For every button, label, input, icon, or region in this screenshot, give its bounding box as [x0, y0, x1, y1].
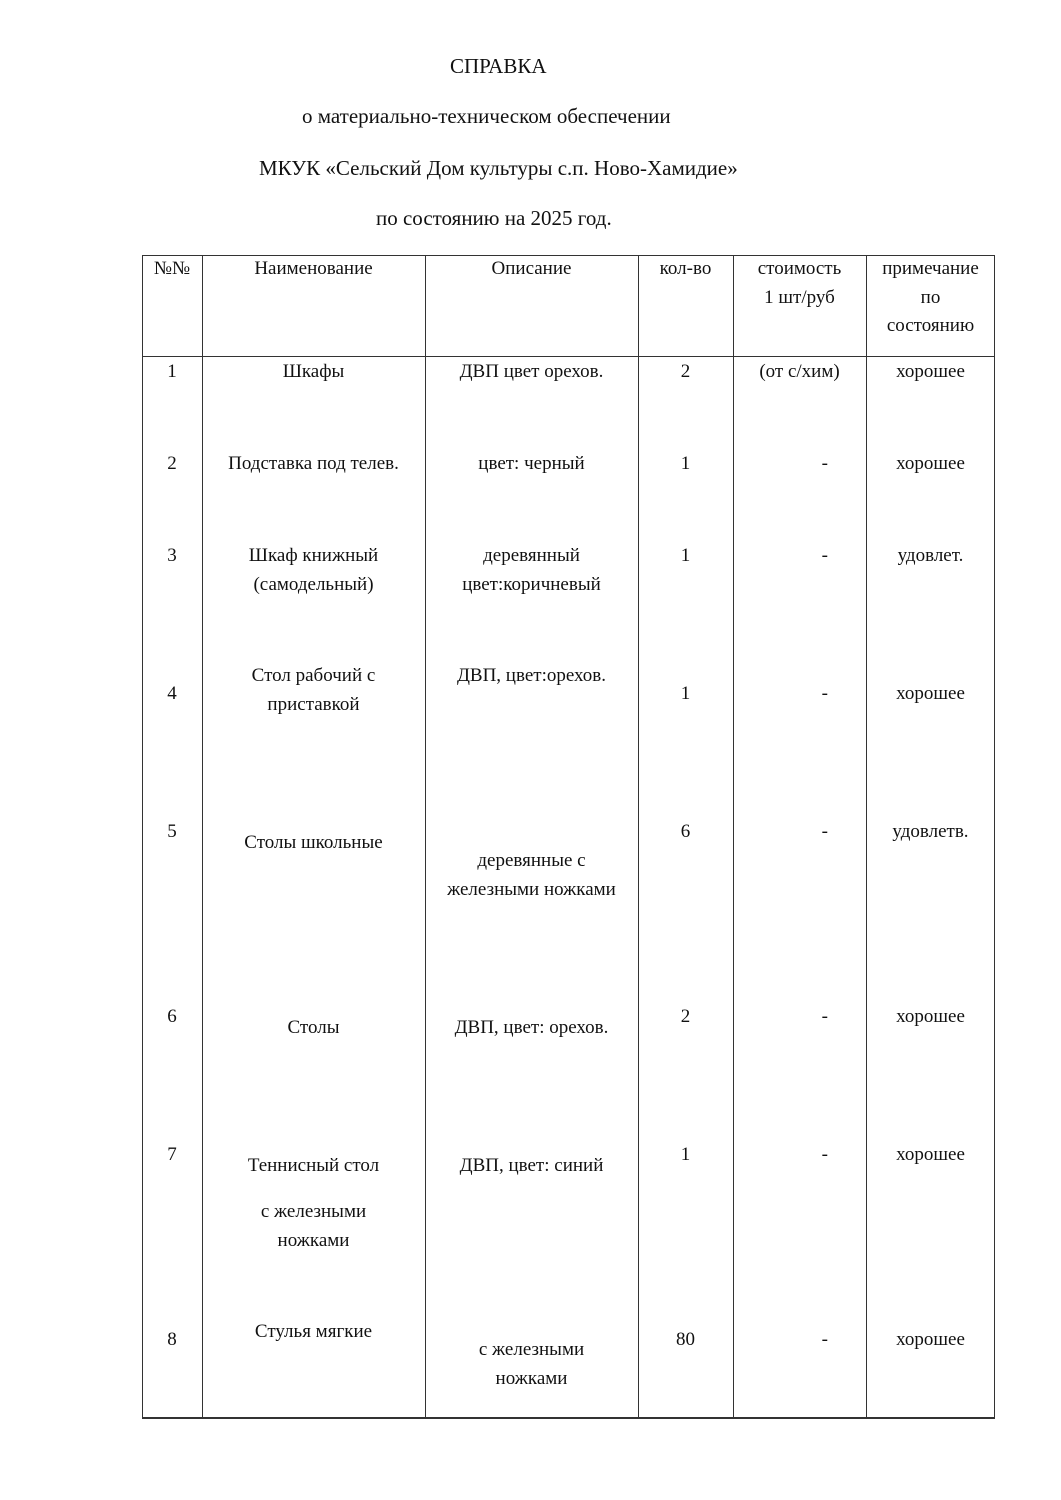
row-description: деревянный	[483, 545, 580, 566]
row-cost-value: -	[821, 545, 828, 566]
row-cost-value: -	[821, 453, 828, 474]
document-subtitle: о материально-техническом обеспечении	[302, 104, 671, 128]
row-quantity: 2	[680, 361, 691, 382]
row-condition: хорошее	[896, 1329, 965, 1350]
document-date: по состоянию на 2025 год.	[376, 206, 612, 230]
row-cost-value: -	[821, 1144, 828, 1165]
header-cost: 1 шт/руб	[764, 287, 835, 308]
row-number: 5	[167, 821, 177, 842]
row-description: деревянные с	[477, 850, 586, 871]
row-number: 6	[167, 1006, 177, 1027]
row-name: приставкой	[267, 694, 360, 715]
header-description: Описание	[491, 258, 572, 279]
row-description: цвет:коричневый	[462, 574, 601, 595]
row-number: 3	[167, 545, 177, 566]
row-description: железными ножками	[447, 879, 616, 900]
row-quantity: 2	[680, 1006, 691, 1027]
row-quantity: 1	[680, 545, 691, 566]
row-name: Стол рабочий с	[251, 665, 376, 686]
table-border	[142, 1417, 995, 1419]
row-cost	[733, 817, 866, 846]
row-description: ножками	[495, 1368, 568, 1389]
row-cost-value: -	[821, 1329, 828, 1350]
row-name: (самодельный)	[253, 574, 374, 595]
row-description: ДВП, цвет:орехов.	[456, 665, 607, 686]
row-name: Столы	[287, 1017, 340, 1038]
header-name: Наименование	[254, 258, 373, 279]
header-number: №№	[153, 258, 191, 279]
header-note: по	[920, 287, 941, 308]
row-cost-value: -	[821, 683, 828, 704]
header-quantity: кол-во	[659, 258, 712, 279]
row-description: ДВП, цвет: орехов.	[454, 1017, 609, 1038]
row-cost	[733, 1002, 866, 1031]
row-name: Столы школьные	[244, 832, 383, 853]
row-cost	[733, 541, 866, 570]
row-number: 7	[167, 1144, 177, 1165]
row-name: Теннисный стол	[247, 1155, 380, 1176]
header-note: состоянию	[886, 315, 975, 336]
row-name: ножками	[277, 1230, 350, 1251]
row-quantity: 1	[680, 683, 691, 704]
row-quantity: 1	[680, 1144, 691, 1165]
equipment-table	[142, 255, 995, 1418]
row-quantity: 1	[680, 453, 691, 474]
organization-name: МКУК «Сельский Дом культуры с.п. Ново-Хамидие»	[259, 156, 738, 180]
row-condition: хорошее	[896, 1144, 965, 1165]
row-number: 2	[167, 453, 177, 474]
row-description: ДВП, цвет: синий	[459, 1155, 604, 1176]
row-description: цвет: черный	[478, 453, 585, 474]
document-title: СПРАВКА	[450, 54, 547, 78]
row-cost-value: -	[821, 821, 828, 842]
row-condition: удовлет.	[897, 545, 964, 566]
row-quantity: 80	[676, 1329, 695, 1350]
header-note: примечание	[882, 258, 979, 279]
row-name: Подставка под телев.	[228, 453, 399, 474]
row-name: Шкафы	[282, 361, 345, 382]
row-condition: хорошее	[896, 453, 965, 474]
row-cost: (от с/хим)	[759, 361, 840, 382]
row-cost	[733, 1140, 866, 1169]
row-name: Стулья мягкие	[254, 1321, 373, 1342]
row-number: 1	[167, 361, 177, 382]
row-number: 4	[167, 683, 177, 704]
row-number: 8	[167, 1329, 177, 1350]
row-cost	[733, 679, 866, 708]
row-description: с железными	[478, 1339, 585, 1360]
row-condition: хорошее	[896, 361, 965, 382]
row-quantity: 6	[680, 821, 691, 842]
row-cost	[733, 449, 866, 478]
row-condition: хорошее	[896, 1006, 965, 1027]
row-name: с железными	[260, 1201, 367, 1222]
row-condition: хорошее	[896, 683, 965, 704]
row-description: ДВП цвет орехов.	[459, 361, 604, 382]
column-divider	[425, 255, 426, 1418]
header-cost: стоимость	[757, 258, 842, 279]
row-cost-value: -	[821, 1006, 828, 1027]
row-cost	[733, 1325, 866, 1354]
row-name: Шкаф книжный	[248, 545, 379, 566]
row-condition: удовлетв.	[892, 821, 969, 842]
